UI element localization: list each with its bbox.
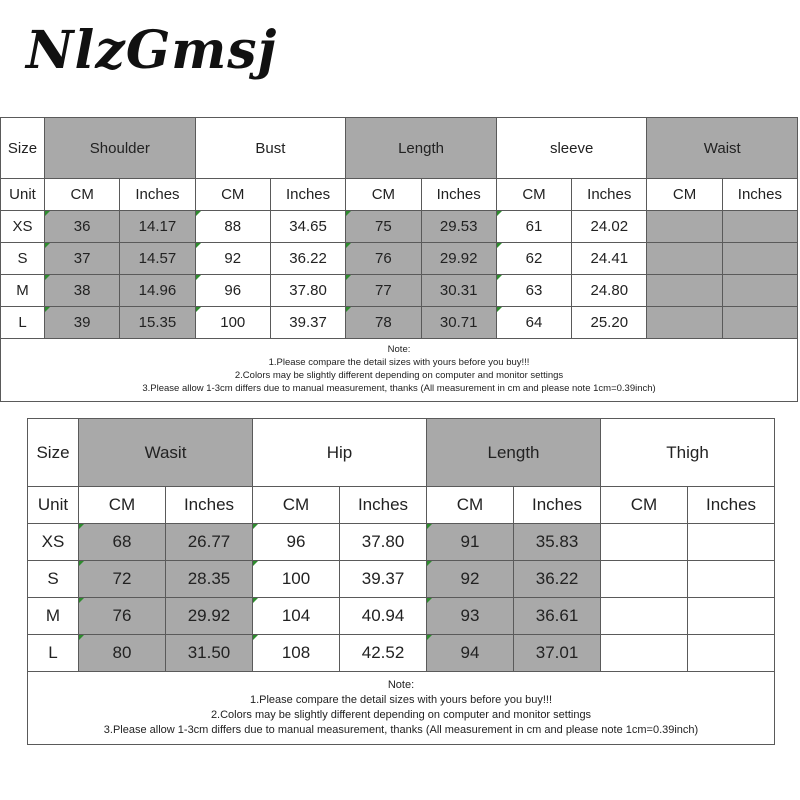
value-cell: 37.80 <box>270 275 345 307</box>
value-cell: 29.92 <box>166 598 253 635</box>
value-cell: 36 <box>45 211 120 243</box>
table-row <box>1 275 798 307</box>
table-row <box>28 524 775 561</box>
value-cell: 62 <box>496 243 571 275</box>
value-cell: 25.20 <box>572 307 647 339</box>
size-cell: M <box>28 598 79 635</box>
note-line: 1.Please compare the detail sizes with yours before you buy!!! <box>249 694 553 707</box>
group-header-length: Length <box>427 419 601 487</box>
unit-row <box>28 487 775 524</box>
group-header-length: Length <box>346 118 497 179</box>
value-cell: 31.50 <box>166 635 253 672</box>
value-cell: 39.37 <box>270 307 345 339</box>
value-cell: 92 <box>427 561 514 598</box>
unit-cell: CM <box>496 179 571 211</box>
note-line: 3.Please allow 1-3cm differs due to manual measurement, thanks (All measurement in cm and please note 1cm=0.39inch) <box>142 382 656 394</box>
value-cell: 14.96 <box>120 275 195 307</box>
size-table <box>27 418 775 745</box>
unit-cell: CM <box>647 179 722 211</box>
note-line: 2.Colors may be slightly different depending on computer and monitor settings <box>234 370 564 381</box>
value-cell <box>601 524 688 561</box>
value-cell: 100 <box>195 307 270 339</box>
value-cell: 36.22 <box>270 243 345 275</box>
value-cell: 36.61 <box>514 598 601 635</box>
brand-logo-text: NlzGmsj <box>26 20 278 81</box>
value-cell: 29.92 <box>421 243 496 275</box>
value-cell: 64 <box>496 307 571 339</box>
value-cell <box>601 635 688 672</box>
size-chart-bottom <box>27 418 774 745</box>
unit-cell: Inches <box>166 487 253 524</box>
size-cell: L <box>1 307 45 339</box>
value-cell: 14.17 <box>120 211 195 243</box>
size-cell: L <box>28 635 79 672</box>
unit-cell: CM <box>45 179 120 211</box>
value-cell: 38 <box>45 275 120 307</box>
size-cell: M <box>1 275 45 307</box>
table-row <box>28 561 775 598</box>
value-cell: 108 <box>253 635 340 672</box>
value-cell <box>688 598 775 635</box>
value-cell: 92 <box>195 243 270 275</box>
value-cell <box>647 275 722 307</box>
value-cell: 78 <box>346 307 421 339</box>
group-header-waist: Waist <box>647 118 798 179</box>
group-header-hip: Hip <box>253 419 427 487</box>
value-cell: 63 <box>496 275 571 307</box>
value-cell <box>601 598 688 635</box>
value-cell: 76 <box>79 598 166 635</box>
value-cell: 29.53 <box>421 211 496 243</box>
value-cell <box>647 243 722 275</box>
size-cell: XS <box>28 524 79 561</box>
unit-cell: CM <box>601 487 688 524</box>
size-cell: S <box>1 243 45 275</box>
header-row <box>28 419 775 487</box>
header-row <box>1 118 798 179</box>
unit-cell: Inches <box>722 179 797 211</box>
value-cell <box>722 243 797 275</box>
unit-cell: CM <box>427 487 514 524</box>
group-header-bust: Bust <box>195 118 346 179</box>
value-cell: 30.71 <box>421 307 496 339</box>
value-cell <box>647 307 722 339</box>
value-cell: 24.41 <box>572 243 647 275</box>
note-row <box>1 339 798 402</box>
note-line: 2.Colors may be slightly different depending on computer and monitor settings <box>210 709 592 721</box>
unit-row <box>1 179 798 211</box>
value-cell: 77 <box>346 275 421 307</box>
size-table <box>0 117 798 402</box>
value-cell: 93 <box>427 598 514 635</box>
value-cell: 34.65 <box>270 211 345 243</box>
table-row <box>28 598 775 635</box>
value-cell: 36.22 <box>514 561 601 598</box>
unit-cell: CM <box>346 179 421 211</box>
unit-cell: Inches <box>340 487 427 524</box>
value-cell: 37.80 <box>340 524 427 561</box>
unit-cell: Inches <box>120 179 195 211</box>
size-header: Size <box>1 118 45 179</box>
value-cell: 80 <box>79 635 166 672</box>
value-cell: 14.57 <box>120 243 195 275</box>
value-cell: 28.35 <box>166 561 253 598</box>
value-cell <box>722 307 797 339</box>
table-row <box>1 307 798 339</box>
size-chart-top <box>0 117 797 402</box>
value-cell <box>688 524 775 561</box>
value-cell: 91 <box>427 524 514 561</box>
table-row <box>1 211 798 243</box>
value-cell: 35.83 <box>514 524 601 561</box>
value-cell: 96 <box>195 275 270 307</box>
note-title: Note: <box>387 679 415 692</box>
note-row <box>28 672 775 745</box>
value-cell: 26.77 <box>166 524 253 561</box>
value-cell <box>688 635 775 672</box>
table-row <box>1 243 798 275</box>
value-cell: 30.31 <box>421 275 496 307</box>
note-line: 1.Please compare the detail sizes with yours before you buy!!! <box>268 357 530 369</box>
notes-block <box>28 672 775 745</box>
group-header-wasit: Wasit <box>79 419 253 487</box>
value-cell: 104 <box>253 598 340 635</box>
value-cell: 94 <box>427 635 514 672</box>
unit-cell: Inches <box>270 179 345 211</box>
value-cell: 37.01 <box>514 635 601 672</box>
unit-cell: CM <box>253 487 340 524</box>
value-cell: 61 <box>496 211 571 243</box>
value-cell: 42.52 <box>340 635 427 672</box>
value-cell: 15.35 <box>120 307 195 339</box>
note-title: Note: <box>387 344 411 356</box>
unit-cell: CM <box>79 487 166 524</box>
unit-cell: Inches <box>421 179 496 211</box>
value-cell: 96 <box>253 524 340 561</box>
value-cell: 37 <box>45 243 120 275</box>
size-cell: S <box>28 561 79 598</box>
value-cell: 39.37 <box>340 561 427 598</box>
value-cell: 76 <box>346 243 421 275</box>
size-cell: XS <box>1 211 45 243</box>
value-cell: 72 <box>79 561 166 598</box>
value-cell <box>722 211 797 243</box>
group-header-thigh: Thigh <box>601 419 775 487</box>
group-header-shoulder: Shoulder <box>45 118 196 179</box>
unit-header: Unit <box>28 487 79 524</box>
unit-cell: CM <box>195 179 270 211</box>
note-line: 3.Please allow 1-3cm differs due to manual measurement, thanks (All measurement in cm and please note 1cm=0.39inch) <box>103 723 699 736</box>
unit-cell: Inches <box>514 487 601 524</box>
notes-block <box>1 339 798 402</box>
value-cell: 68 <box>79 524 166 561</box>
value-cell: 24.02 <box>572 211 647 243</box>
unit-cell: Inches <box>572 179 647 211</box>
table-row <box>28 635 775 672</box>
group-header-sleeve: sleeve <box>496 118 647 179</box>
value-cell: 39 <box>45 307 120 339</box>
value-cell: 75 <box>346 211 421 243</box>
value-cell: 40.94 <box>340 598 427 635</box>
value-cell <box>601 561 688 598</box>
value-cell: 88 <box>195 211 270 243</box>
unit-header: Unit <box>1 179 45 211</box>
value-cell <box>722 275 797 307</box>
value-cell: 100 <box>253 561 340 598</box>
value-cell: 24.80 <box>572 275 647 307</box>
value-cell <box>647 211 722 243</box>
value-cell <box>688 561 775 598</box>
unit-cell: Inches <box>688 487 775 524</box>
size-header: Size <box>28 419 79 487</box>
